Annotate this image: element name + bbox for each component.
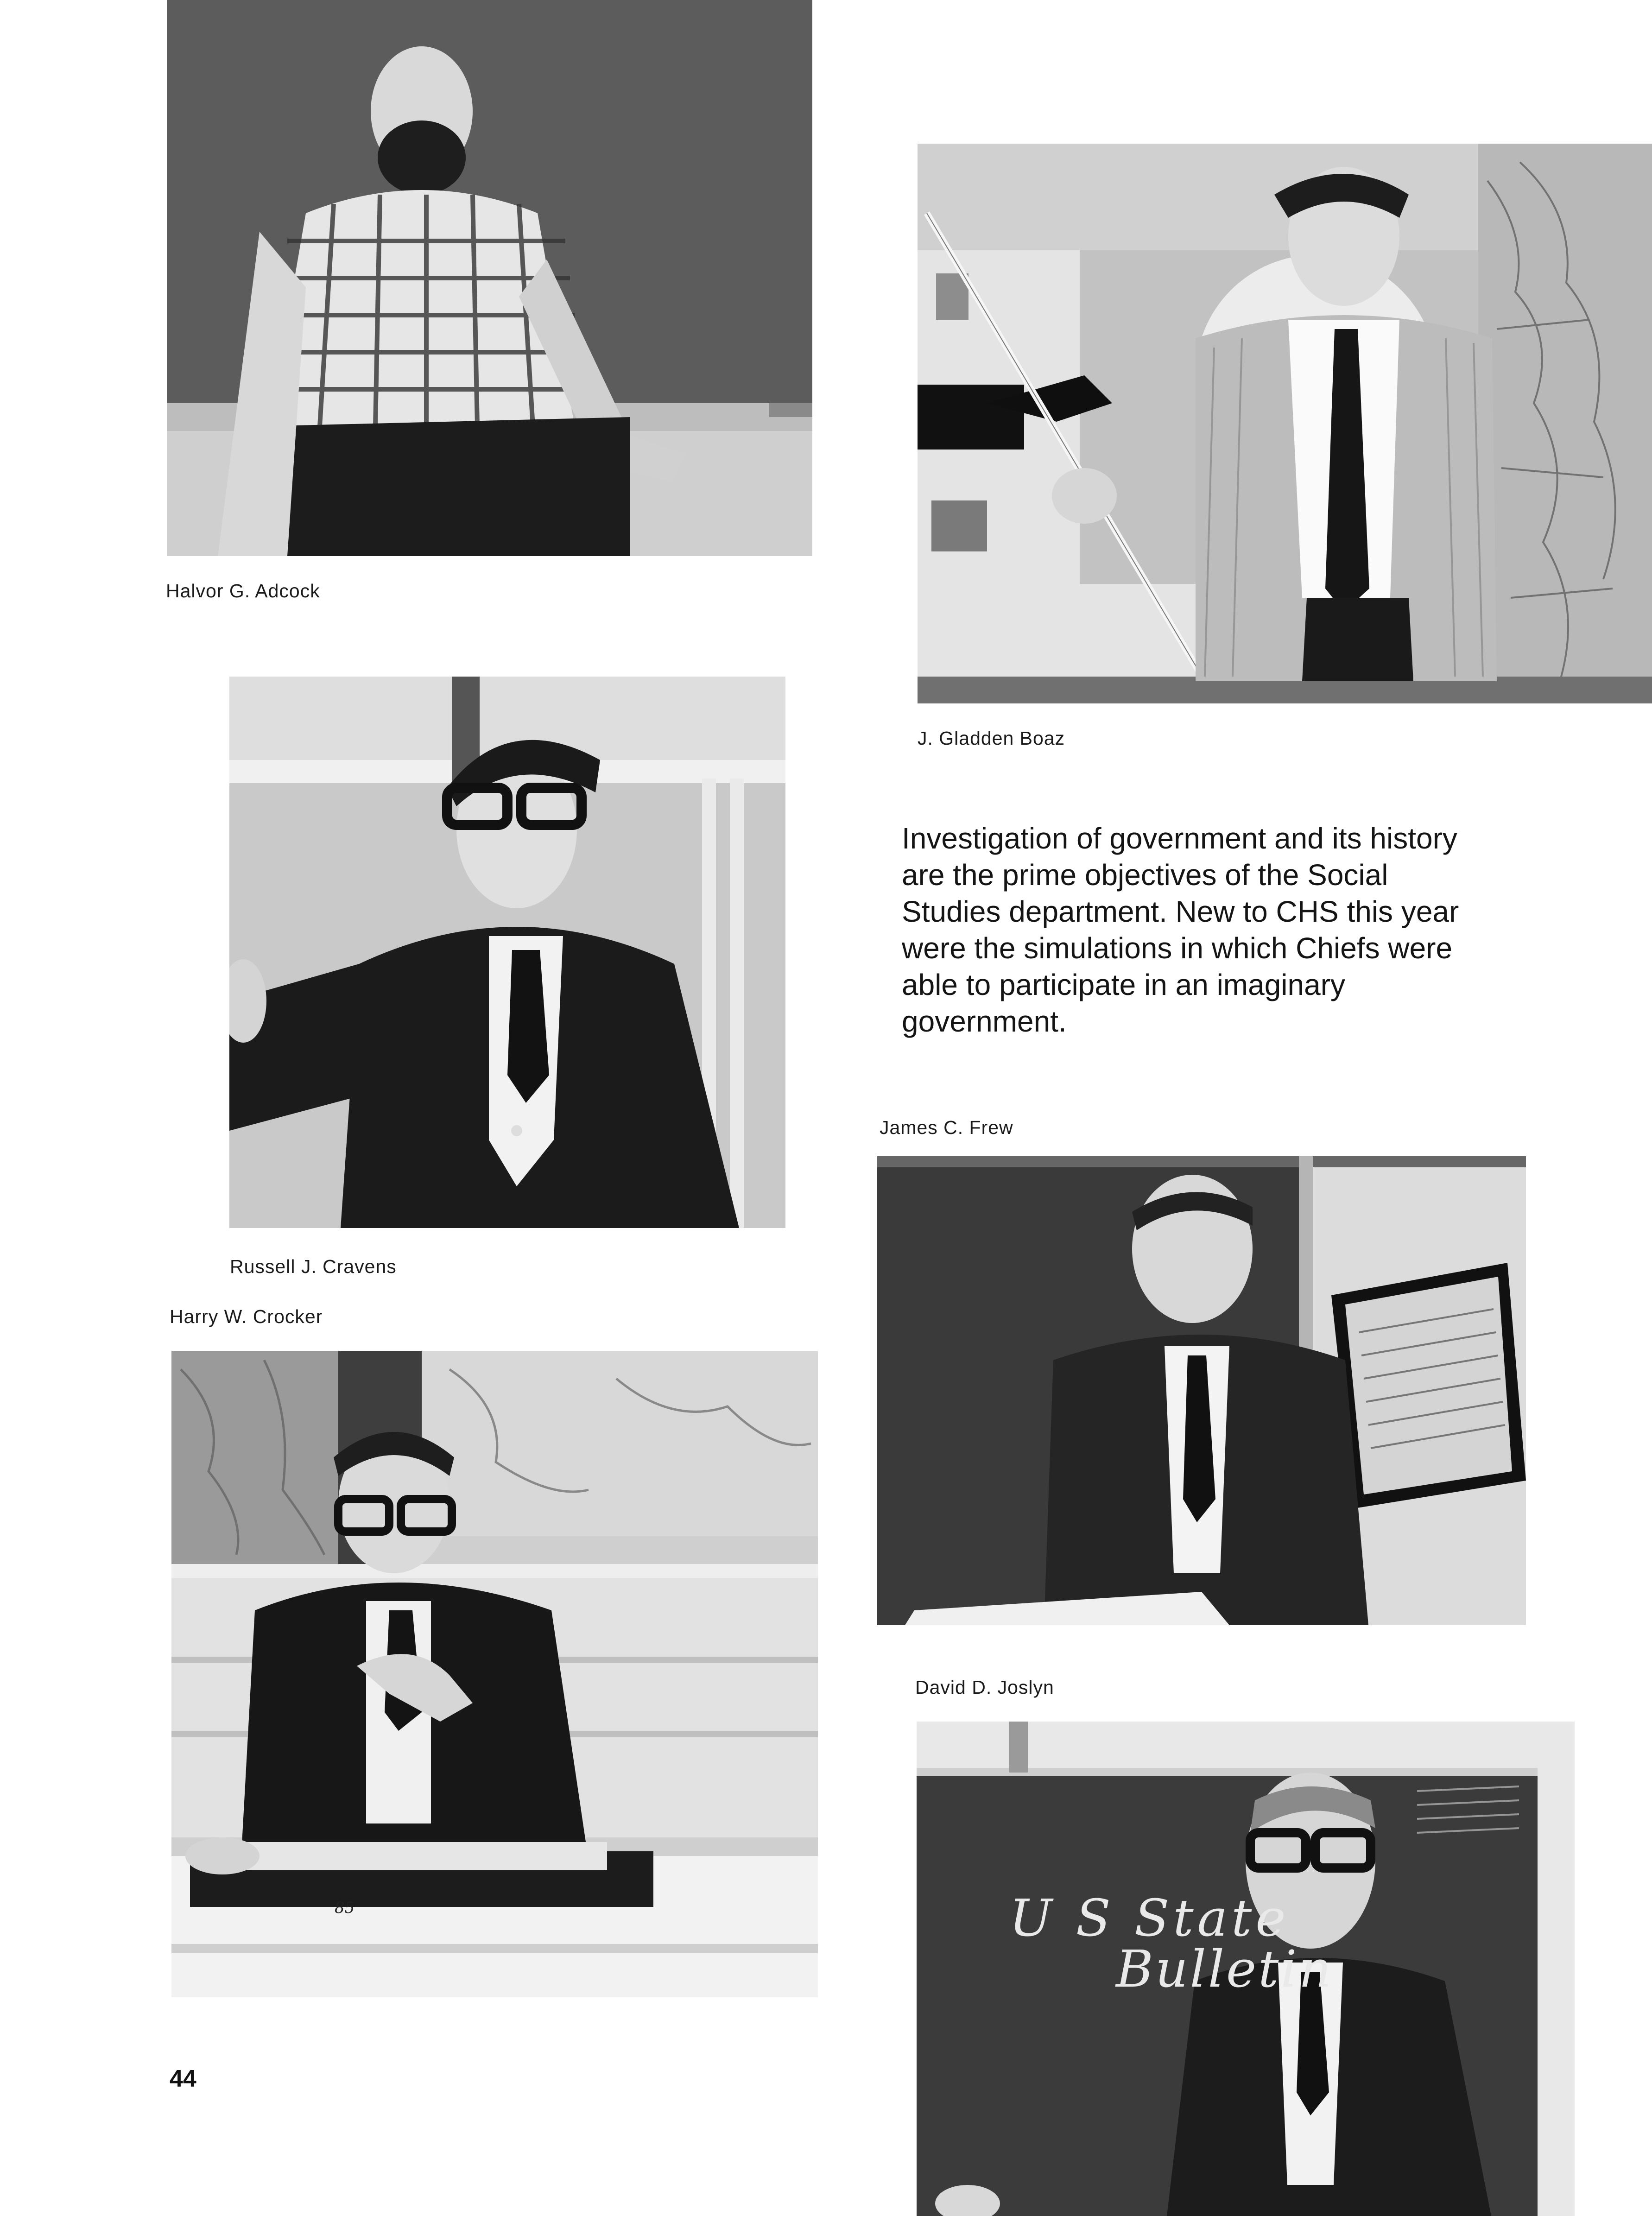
caption-david-joslyn: David D. Joslyn xyxy=(915,1677,1054,1698)
photo-russell-cravens-image xyxy=(229,677,785,1228)
caption-russell-cravens: Russell J. Cravens xyxy=(230,1256,397,1277)
photo-david-joslyn xyxy=(917,1722,1575,2216)
photo-gladden-boaz-image xyxy=(918,144,1652,703)
photo-harry-crocker-image xyxy=(171,1351,818,1997)
blackboard-writing-line2: Bulletin xyxy=(1116,1939,1334,1999)
caption-halvor-adcock: Halvor G. Adcock xyxy=(166,580,320,601)
page-number: 44 xyxy=(170,2065,196,2092)
caption-james-frew: James C. Frew xyxy=(880,1117,1013,1138)
photo-russell-cravens xyxy=(229,677,785,1228)
body-paragraph: Investigation of government and its history are the prime objectives of the Social Studies department. New to CHS this year were the simulations in which Chiefs were able to participate in an imaginary government. xyxy=(902,822,1459,1038)
photo-halvor-adcock xyxy=(167,0,812,556)
photo-harry-crocker xyxy=(171,1351,818,1997)
photo-james-frew xyxy=(877,1156,1526,1625)
caption-harry-crocker: Harry W. Crocker xyxy=(170,1306,323,1327)
caption-gladden-boaz: J. Gladden Boaz xyxy=(918,728,1065,749)
blackboard-writing-line1: U S State xyxy=(1009,1888,1290,1948)
folder-label: 85 xyxy=(335,1899,355,1917)
photo-gladden-boaz xyxy=(918,144,1652,703)
photo-james-frew-image xyxy=(877,1156,1526,1625)
photo-halvor-adcock-image xyxy=(167,0,812,556)
